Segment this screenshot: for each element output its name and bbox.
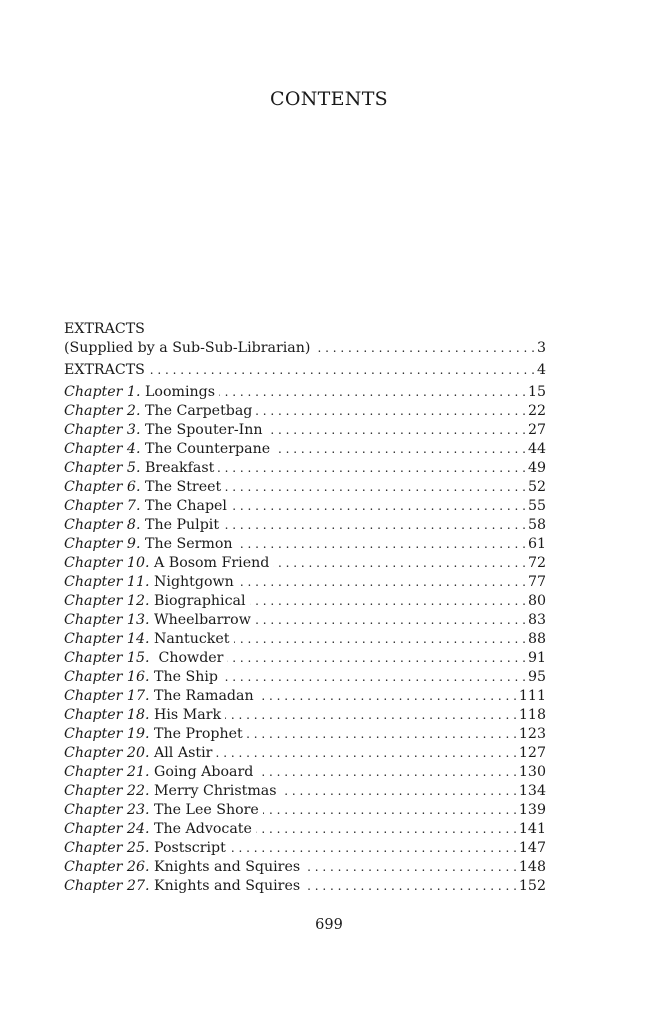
toc-entry-chapter[interactable] [64,535,546,554]
toc-entry-text [64,839,226,858]
toc-entry-chapter[interactable] [64,554,546,573]
chapter-title: Breakfast [144,460,215,476]
chapter-label: Chapter 17. [64,688,150,704]
toc-entry-text [64,725,243,744]
chapter-title: The Chapel [144,498,227,514]
toc-entry-text [64,801,259,820]
dot-leader [227,649,525,668]
toc-entry-text [64,573,234,592]
toc-entry-text [64,497,227,516]
chapter-title: The Prophet [154,726,243,742]
chapter-title: The Spouter-Inn [144,422,263,438]
dot-leader [304,858,517,877]
toc-entry-text [64,554,269,573]
toc-entry-text [64,877,300,896]
dot-leader [225,706,517,725]
toc-entry-chapter[interactable] [64,478,546,497]
chapter-title: His Mark [154,707,222,723]
toc-entry-chapter[interactable] [64,402,546,421]
dot-leader [247,725,517,744]
chapter-label: Chapter 19. [64,726,150,742]
chapter-title: The Counterpane [144,441,271,457]
toc-page-number: 95 [527,669,546,685]
dot-leader [304,877,517,896]
toc-page-number: 61 [527,536,546,552]
chapter-label: Chapter 20. [64,745,150,761]
chapter-label: Chapter 3. [64,422,141,438]
dot-leader [219,383,526,402]
chapter-label: Chapter 22. [64,783,150,799]
dot-leader [250,592,526,611]
dot-leader [314,339,535,358]
dot-leader [256,820,517,839]
toc-entry-chapter[interactable] [64,706,546,725]
toc-entry-chapter[interactable] [64,459,546,478]
toc-page-number: 111 [518,688,546,704]
dot-leader [231,497,526,516]
chapter-title: Nightgown [154,574,234,590]
toc-page-number: 83 [527,612,546,628]
toc-entry-title: (Supplied by a Sub-Sub-Librarian) [64,340,311,356]
toc-page-number: 88 [527,631,546,647]
chapter-label: Chapter 7. [64,498,141,514]
toc-page-number: 4 [536,362,546,378]
dot-leader [256,402,526,421]
toc-entry-text [64,706,221,725]
dot-leader [257,763,517,782]
dot-leader [230,839,517,858]
chapter-list [64,383,546,896]
toc-entry-chapter[interactable] [64,497,546,516]
dot-leader [258,687,517,706]
toc-entry-chapter[interactable] [64,687,546,706]
toc-page-number: 139 [518,802,546,818]
toc-entry-chapter[interactable] [64,573,546,592]
toc-entry-text [64,630,230,649]
toc-entry-title: EXTRACTS [64,362,145,378]
toc-page-number: 123 [518,726,546,742]
chapter-title: The Lee Shore [154,802,259,818]
toc-entry-text [64,649,223,668]
dot-leader [267,421,526,440]
toc-page-number: 49 [527,460,546,476]
toc-entry-chapter[interactable] [64,763,546,782]
chapter-title: Knights and Squires [154,859,301,875]
chapter-label: Chapter 9. [64,536,141,552]
page-title: CONTENTS [270,88,388,110]
toc-entry-chapter[interactable] [64,744,546,763]
toc-entry-chapter[interactable] [64,592,546,611]
dot-leader [255,611,526,630]
toc-page-number: 27 [527,422,546,438]
chapter-title: The Street [144,479,222,495]
chapter-label: Chapter 18. [64,707,150,723]
toc-entry-chapter[interactable] [64,782,546,801]
chapter-title: Knights and Squires [154,878,301,894]
toc-page-number: 118 [518,707,546,723]
toc-page-number: 3 [536,340,546,356]
dot-leader [238,573,526,592]
toc-entry-chapter[interactable] [64,383,546,402]
toc-entry-text [64,402,252,421]
dot-leader [234,630,526,649]
toc-page-number: 22 [527,403,546,419]
toc-entry-chapter[interactable] [64,801,546,820]
toc-page-number: 77 [527,574,546,590]
chapter-title: All Astir [154,745,213,761]
toc-page-number: 141 [518,821,546,837]
chapter-title: The Pulpit [144,517,220,533]
toc-entry-chapter[interactable] [64,820,546,839]
chapter-label: Chapter 21. [64,764,150,780]
chapter-title: The Advocate [154,821,252,837]
chapter-title: Biographical [154,593,246,609]
toc-entry-chapter[interactable] [64,877,546,896]
toc-entry-text [64,421,263,440]
chapter-label: Chapter 24. [64,821,150,837]
toc-entry-text [64,459,214,478]
toc-entry-text [64,744,212,763]
toc-entry-chapter[interactable] [64,649,546,668]
chapter-title: Merry Christmas [154,783,277,799]
extracts-heading: EXTRACTS [64,321,145,337]
toc-page-number: 91 [527,650,546,666]
toc-entry-text [64,478,221,497]
chapter-title: Going Aboard [154,764,254,780]
chapter-label: Chapter 4. [64,441,141,457]
toc-page-number: 127 [518,745,546,761]
toc-page-number: 152 [518,878,546,894]
toc-page-number: 44 [527,441,546,457]
chapter-label: Chapter 15. [64,650,150,666]
toc-entry-supplied[interactable] [64,339,546,358]
chapter-label: Chapter 8. [64,517,141,533]
toc-entry-text [64,611,251,630]
chapter-title: Postscript [154,840,226,856]
toc-entry-text [64,763,253,782]
toc-page-number: 148 [518,859,546,875]
chapter-title: A Bosom Friend [154,555,270,571]
toc-page-number: 15 [527,384,546,400]
dot-leader [237,535,526,554]
toc-entry-chapter[interactable] [64,611,546,630]
toc-entry-text [64,516,219,535]
toc-entry-text [64,820,252,839]
chapter-title: Nantucket [154,631,230,647]
chapter-label: Chapter 1. [64,384,141,400]
dot-leader [223,516,526,535]
toc-entry-text [64,782,277,801]
chapter-label: Chapter 26. [64,859,150,875]
chapter-label: Chapter 16. [64,669,150,685]
toc-entry-text [64,687,254,706]
chapter-title: The Sermon [144,536,233,552]
toc-entry-text [64,668,218,687]
dot-leader [274,440,526,459]
dot-leader [149,361,535,380]
toc-entry-chapter[interactable] [64,421,546,440]
toc-entry-chapter[interactable] [64,516,546,535]
toc-page-number: 72 [527,555,546,571]
chapter-title: Wheelbarrow [154,612,251,628]
toc-page-number: 55 [527,498,546,514]
chapter-label: Chapter 5. [64,460,141,476]
toc-entry-chapter[interactable] [64,630,546,649]
dot-leader [263,801,517,820]
toc-entry-text [64,535,233,554]
chapter-label: Chapter 2. [64,403,141,419]
toc-entry-chapter[interactable] [64,668,546,687]
toc-entry-chapter[interactable] [64,725,546,744]
toc-page-number: 58 [527,517,546,533]
toc-entry-text [64,858,300,877]
toc-page-number: 80 [527,593,546,609]
dot-leader [273,554,526,573]
chapter-label: Chapter 12. [64,593,150,609]
toc-entry-chapter[interactable] [64,440,546,459]
toc-entry-text [64,592,246,611]
chapter-label: Chapter 11. [64,574,150,590]
toc-entry-chapter[interactable] [64,858,546,877]
toc-entry-extracts[interactable] [64,361,546,380]
chapter-title: Chowder [154,650,224,666]
dot-leader [225,478,526,497]
toc-page-number: 130 [518,764,546,780]
page-number: 699 [315,917,343,933]
chapter-label: Chapter 23. [64,802,150,818]
chapter-label: Chapter 13. [64,612,150,628]
toc-entry-chapter[interactable] [64,839,546,858]
chapter-title: The Ship [154,669,218,685]
chapter-label: Chapter 6. [64,479,141,495]
toc-entry-text [64,440,270,459]
dot-leader [281,782,517,801]
dot-leader [222,668,526,687]
toc-page-number: 147 [518,840,546,856]
toc-page-number: 134 [518,783,546,799]
toc-entry-text [64,383,215,402]
chapter-label: Chapter 14. [64,631,150,647]
chapter-title: Loomings [144,384,215,400]
table-of-contents [64,320,546,896]
chapter-label: Chapter 10. [64,555,150,571]
dot-leader [218,459,526,478]
chapter-label: Chapter 25. [64,840,150,856]
dot-leader [216,744,517,763]
toc-page-number: 52 [527,479,546,495]
chapter-title: The Carpetbag [144,403,253,419]
chapter-label: Chapter 27. [64,878,150,894]
chapter-title: The Ramadan [154,688,254,704]
